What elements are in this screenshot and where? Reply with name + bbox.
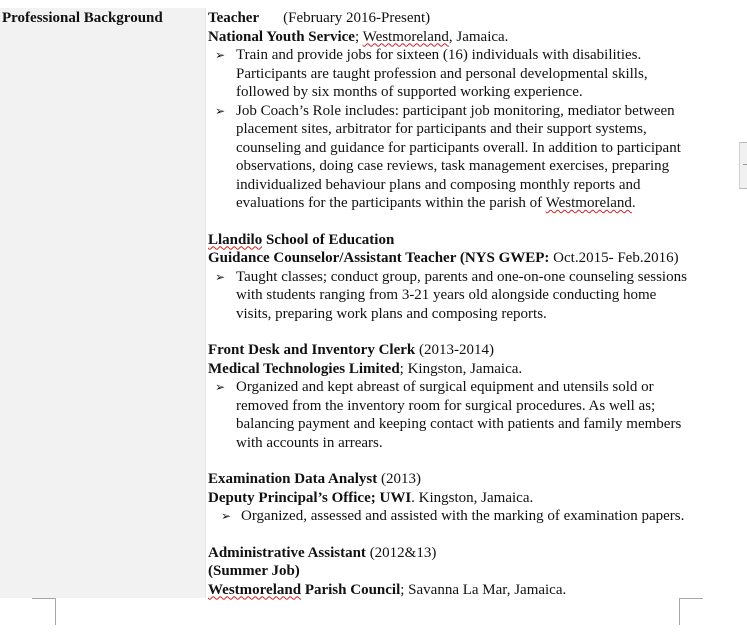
experience-entry-admin-assistant <box>208 544 728 600</box>
duty-text: followed by six months of supported working experience. <box>236 84 583 100</box>
job-title-line <box>208 470 728 489</box>
duty-text: counseling and guidance for participants overall. In addition to participant <box>236 139 681 156</box>
crop-mark-left-vertical <box>55 598 56 625</box>
section-label: Professional Background <box>2 10 163 26</box>
job-title-line <box>208 9 728 28</box>
section-label-cell <box>0 8 205 598</box>
collapse-icon <box>743 164 747 165</box>
duty-list <box>208 46 728 213</box>
organization-name: National Youth Service <box>208 28 355 45</box>
experience-entry-guidance-counselor <box>208 231 728 324</box>
duty-text: Job Coach’s Role includes: participant job monitoring, mediator between <box>236 102 675 119</box>
duty-text: Train and provide jobs for sixteen (16) individuals with disabilities. <box>236 47 642 63</box>
duty-item <box>208 378 728 452</box>
duty-text: balancing payment and keeping contact with patients and family members <box>236 416 682 432</box>
organization-name: Medical Technologies Limited <box>208 360 400 377</box>
job-title: Teacher <box>208 10 260 26</box>
organization-line <box>208 360 728 379</box>
duty-text: Participants are taught profession and personal developmental skills, <box>236 65 648 82</box>
arrow-bullet-icon: ➢ <box>215 48 226 62</box>
separator: ; <box>354 28 363 45</box>
crop-mark-right-vertical <box>679 598 680 625</box>
job-title-line <box>208 544 728 563</box>
duty-item <box>208 102 728 213</box>
duty-list <box>208 378 728 452</box>
organization-line <box>208 231 728 250</box>
job-dates: Oct.2015- Feb.2016) <box>549 250 679 266</box>
job-title: Administrative Assistant <box>208 544 366 561</box>
experience-entry-data-analyst <box>208 470 728 526</box>
crop-mark-right-horizontal <box>679 598 703 599</box>
organization-name: School of Education <box>262 231 395 248</box>
arrow-bullet-icon: ➢ <box>215 269 226 284</box>
job-title: Front Desk and Inventory Clerk <box>208 342 416 358</box>
duty-list <box>208 268 728 324</box>
resume-table <box>0 8 747 598</box>
organization-location: . Kingston, Jamaica. <box>411 489 534 506</box>
duty-text: Organized, assessed and assisted with the marking of examination papers. <box>241 508 685 524</box>
arrow-bullet-icon: ➢ <box>221 509 232 523</box>
duty-text: placement sites, arbitrator for participants and their support systems, <box>236 121 647 137</box>
organization-location: ; Kingston, Jamaica. <box>399 360 523 377</box>
organization-line <box>208 581 728 600</box>
duty-text-last <box>236 194 728 213</box>
organization-name: Deputy Principal’s Office; UWI <box>208 489 412 506</box>
duty-text: observations, doing case reviews, task management exercises, preparing <box>236 158 670 174</box>
experience-entry-inventory-clerk <box>208 341 728 452</box>
side-panel-tab[interactable] <box>739 142 747 189</box>
duty-text: visits, preparing work plans and composing reports. <box>236 305 547 322</box>
duty-text: with students ranging from 3-21 years old alongside conducting home <box>236 287 657 303</box>
job-dates: (2013-2014) <box>415 342 494 358</box>
organization-location: ; Savanna La Mar, Jamaica. <box>400 581 567 598</box>
organization-line <box>208 489 728 508</box>
job-title: Examination Data Analyst <box>208 471 378 487</box>
organization-line <box>208 28 728 47</box>
arrow-bullet-icon: ➢ <box>215 103 226 118</box>
spellcheck-word[interactable]: Westmoreland <box>208 581 302 598</box>
duty-item <box>208 268 728 324</box>
duty-text: removed from the inventory room for surgical procedures. As well as; <box>236 397 656 414</box>
duty-text: with accounts in arrears. <box>236 434 383 451</box>
job-subtitle: (Summer Job) <box>208 563 300 579</box>
arrow-bullet-icon: ➢ <box>215 380 226 394</box>
duty-text: Taught classes; conduct group, parents and one-on-one counseling sessions <box>236 268 687 285</box>
job-dates: (February 2016-Present) <box>283 10 431 26</box>
experience-list <box>208 9 728 617</box>
job-title: Guidance Counselor/Assistant Teacher (NYS GWEP: <box>208 250 550 266</box>
spellcheck-word[interactable]: Westmoreland <box>362 28 449 45</box>
organization-location: , Jamaica. <box>448 28 509 45</box>
experience-entry-teacher <box>208 9 728 213</box>
job-title-line <box>208 249 728 268</box>
section-content-cell[interactable] <box>205 8 747 598</box>
spellcheck-word[interactable]: Llandilo <box>208 231 263 248</box>
job-dates: (2013) <box>377 471 421 487</box>
organization-name: Parish Council <box>301 581 401 598</box>
duty-text: evaluations for the participants within the parish of <box>236 195 546 211</box>
duty-item <box>208 507 728 526</box>
job-dates: (2012&13) <box>365 544 437 561</box>
duty-list <box>208 507 728 526</box>
duty-text: Organized and kept abreast of surgical equipment and utensils sold or <box>236 379 654 395</box>
job-title-line <box>208 341 728 360</box>
punctuation: . <box>631 195 636 211</box>
duty-item <box>208 46 728 102</box>
duty-text: individualized behaviour plans and composing monthly reports and <box>236 176 641 193</box>
spellcheck-word[interactable]: Westmoreland <box>545 195 632 211</box>
crop-mark-left-horizontal <box>32 598 56 599</box>
